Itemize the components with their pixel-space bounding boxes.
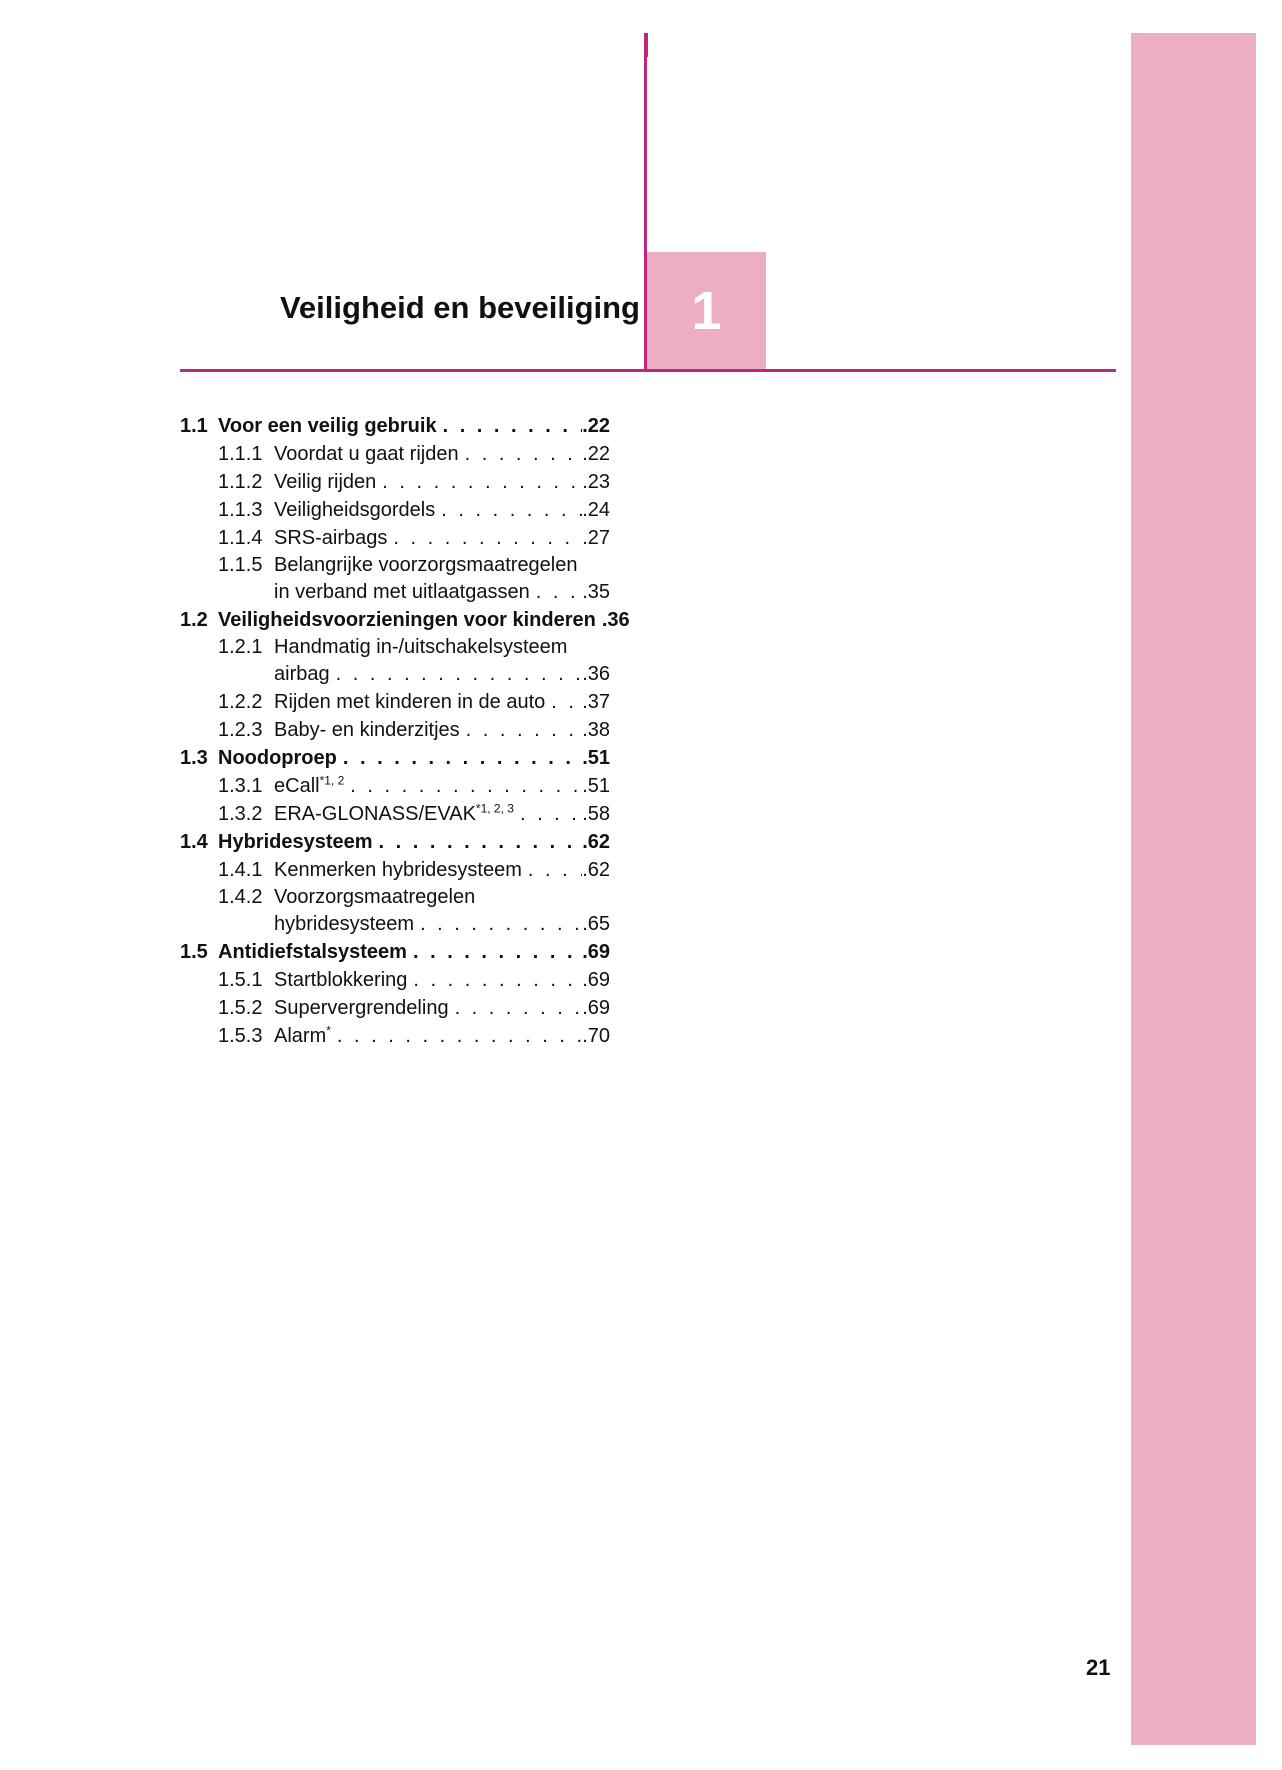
toc-entry-title-text: Rijden met kinderen in de auto — [274, 691, 546, 713]
toc-entry[interactable] — [180, 468, 610, 496]
toc-entry-number: 1.5.3 — [218, 1025, 263, 1047]
toc-leader-dots — [414, 910, 582, 938]
toc-entry-page: .70 — [582, 1025, 610, 1047]
toc-leader-dots — [407, 938, 582, 966]
toc-entry-title — [218, 938, 407, 966]
toc-entry-title-continued: hybridesysteem — [274, 913, 415, 935]
toc-leader-dots — [407, 966, 582, 994]
toc-entry-title: Belangrijke voorzorgsmaatregelen — [274, 554, 578, 576]
toc-entry-title — [218, 744, 337, 772]
toc-entry-title-text: ERA-GLONASS/EVAK — [274, 803, 476, 825]
toc-entry[interactable] — [180, 440, 610, 468]
toc-entry-page: .38 — [582, 719, 610, 741]
toc-entry-page: .22 — [582, 415, 610, 437]
toc-leader-dots — [459, 440, 583, 468]
toc-entry-title-text: SRS-airbags — [274, 527, 388, 549]
toc-entry-page: .51 — [582, 775, 610, 797]
toc-entry-title-text: Veiligheidsgordels — [274, 499, 436, 521]
toc-entry-number: 1.1.2 — [218, 471, 263, 493]
toc-entry-page: .65 — [582, 913, 610, 935]
table-of-contents — [180, 412, 630, 1050]
toc-leader-dots — [435, 496, 582, 524]
toc-entry-title-text: Kenmerken hybridesysteem — [274, 859, 522, 881]
toc-entry-continuation[interactable] — [180, 660, 610, 688]
toc-entry-page: .62 — [582, 831, 610, 853]
toc-entry-page: .27 — [582, 527, 610, 549]
toc-entry-title-text: Voor een veilig gebruik — [218, 415, 437, 437]
toc-entry-title — [218, 412, 437, 440]
toc-entry-footnote: *1, 2, 3 — [475, 801, 514, 816]
toc-entry-number: 1.4 — [180, 831, 208, 853]
toc-entry[interactable] — [180, 772, 610, 800]
toc-entry[interactable] — [180, 966, 610, 994]
toc-entry-title-text: Voordat u gaat rijden — [274, 443, 459, 465]
toc-entry[interactable] — [180, 688, 610, 716]
toc-entry-continuation[interactable] — [180, 578, 610, 606]
toc-entry-page: .58 — [582, 803, 610, 825]
toc-entry-title — [274, 966, 407, 994]
toc-entry[interactable] — [180, 716, 610, 744]
page-number: 21 — [1086, 1655, 1111, 1680]
toc-entry[interactable] — [180, 994, 610, 1022]
toc-leader-dots — [437, 412, 583, 440]
toc-entry-number: 1.2.3 — [218, 719, 263, 741]
toc-entry-title — [274, 994, 449, 1022]
toc-entry-title-continued: airbag — [274, 663, 330, 685]
toc-entry-title: Handmatig in-/uitschakelsysteem — [274, 636, 568, 658]
toc-entry[interactable] — [180, 524, 610, 552]
toc-entry[interactable] — [180, 828, 610, 856]
toc-entry-page: .69 — [582, 969, 610, 991]
toc-entry-number: 1.5.2 — [218, 997, 263, 1019]
toc-entry-title — [274, 468, 376, 496]
toc-entry-page: .36 — [582, 663, 610, 685]
toc-entry-number: 1.2.2 — [218, 691, 263, 713]
toc-entry[interactable] — [180, 938, 610, 966]
toc-leader-dots — [330, 660, 583, 688]
toc-entry-page: .36 — [601, 609, 630, 631]
toc-entry-title — [218, 828, 373, 856]
toc-entry[interactable] — [180, 856, 610, 884]
toc-entry-page: .35 — [582, 581, 610, 603]
toc-entry-continuation[interactable] — [180, 910, 610, 938]
toc-entry-title-text: Alarm — [274, 1025, 327, 1047]
toc-entry-title-text: Veiligheidsvoorzieningen voor kinderen — [218, 609, 596, 631]
toc-leader-dots — [460, 716, 583, 744]
toc-entry-title-text: Veilig rijden — [274, 471, 377, 493]
toc-entry-page: .24 — [582, 499, 610, 521]
toc-leader-dots — [344, 772, 582, 800]
toc-leader-dots — [545, 688, 582, 716]
toc-entry-page: .23 — [582, 471, 610, 493]
toc-entry-title — [274, 856, 522, 884]
toc-entry-number: 1.1.5 — [218, 554, 263, 576]
toc-entry[interactable] — [180, 634, 610, 660]
toc-entry[interactable] — [180, 412, 610, 440]
horizontal-rule — [180, 369, 1116, 372]
toc-entry-number: 1.3.2 — [218, 803, 263, 825]
toc-entry-title-text: Supervergrendeling — [274, 997, 449, 1019]
toc-entry-title-text: Noodoproep — [218, 747, 337, 769]
toc-entry-page: .37 — [582, 691, 610, 713]
toc-leader-dots — [530, 578, 582, 606]
toc-entry-page: .51 — [582, 747, 610, 769]
toc-entry-title-text: eCall — [274, 775, 320, 797]
toc-entry-title-text: Hybridesysteem — [218, 831, 373, 853]
toc-entry[interactable] — [180, 496, 610, 524]
toc-entry[interactable] — [180, 1022, 610, 1050]
toc-entry-page: .69 — [582, 941, 610, 963]
toc-entry-title — [274, 440, 459, 468]
toc-entry-title — [274, 716, 460, 744]
toc-entry-title: Voorzorgsmaatregelen — [274, 886, 476, 908]
toc-entry-page: .69 — [582, 997, 610, 1019]
toc-entry-number: 1.2.1 — [218, 636, 263, 658]
chapter-title: Veiligheid en beveiliging — [279, 290, 640, 325]
toc-entry-number: 1.3 — [180, 747, 208, 769]
toc-entry-number: 1.1.1 — [218, 443, 263, 465]
toc-entry-number: 1.1.3 — [218, 499, 263, 521]
toc-entry-number: 1.1 — [180, 415, 208, 437]
toc-leader-dots — [449, 994, 583, 1022]
toc-leader-dots — [514, 800, 582, 828]
vertical-rule-cap — [644, 33, 648, 57]
toc-leader-dots — [387, 524, 582, 552]
toc-entry-title — [274, 1022, 331, 1050]
toc-entry[interactable] — [180, 744, 610, 772]
toc-leader-dots — [331, 1022, 582, 1050]
toc-entry-number: 1.5 — [180, 941, 208, 963]
toc-entry-number: 1.4.1 — [218, 859, 263, 881]
toc-entry[interactable] — [180, 606, 630, 634]
toc-entry[interactable] — [180, 884, 610, 910]
toc-entry-title — [274, 524, 387, 552]
toc-entry-number: 1.2 — [180, 609, 208, 631]
toc-entry-title-text: Baby- en kinderzitjes — [274, 719, 460, 741]
toc-entry-number: 1.1.4 — [218, 527, 263, 549]
toc-entry-number: 1.4.2 — [218, 886, 263, 908]
toc-leader-dots — [337, 744, 582, 772]
toc-entry-number: 1.3.1 — [218, 775, 263, 797]
toc-entry-page: .62 — [582, 859, 610, 881]
chapter-number-box — [647, 252, 766, 369]
toc-entry-number: 1.5.1 — [218, 969, 263, 991]
toc-entry-title — [274, 772, 344, 800]
toc-leader-dots — [373, 828, 583, 856]
chapter-side-tab — [1131, 33, 1256, 1745]
toc-entry[interactable] — [180, 800, 610, 828]
toc-entry-title-text: Startblokkering — [274, 969, 408, 991]
toc-entry-title — [274, 800, 514, 828]
toc-entry-footnote: * — [326, 1023, 331, 1038]
toc-entry[interactable] — [180, 552, 610, 578]
toc-entry-footnote: *1, 2 — [319, 773, 345, 788]
toc-entry-title — [274, 496, 435, 524]
toc-leader-dots — [522, 856, 582, 884]
toc-entry-title-continued: in verband met uitlaatgassen — [274, 581, 530, 603]
toc-entry-title — [274, 688, 545, 716]
toc-entry-title-text: Antidiefstalsysteem — [218, 941, 407, 963]
toc-entry-title — [218, 606, 596, 634]
chapter-number: 1 — [691, 280, 722, 341]
toc-leader-dots — [376, 468, 582, 496]
toc-entry-page: .22 — [582, 443, 610, 465]
